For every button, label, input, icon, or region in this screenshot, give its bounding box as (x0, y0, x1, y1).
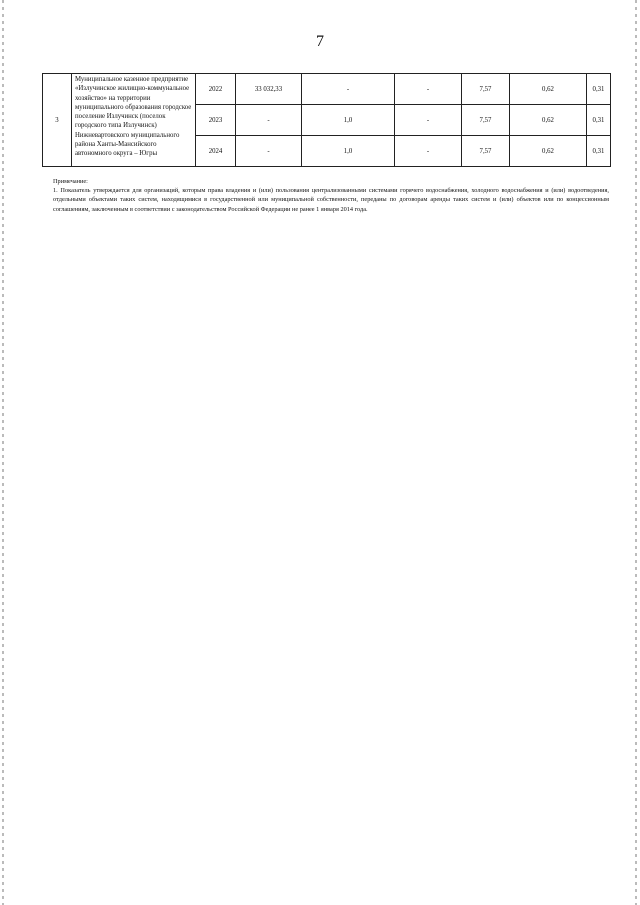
notes-section (53, 177, 609, 214)
year-cell: 2022 (196, 74, 236, 105)
year-cell: 2024 (196, 136, 236, 167)
value-cell: - (395, 74, 462, 105)
value-cell: 7,57 (462, 136, 510, 167)
value-cell: - (236, 105, 302, 136)
organization-cell: Муниципальное казенное предприятие «Излучинское жилищно-коммунальное хозяйство» на территории муниципального образования городское поселение Излучинск (поселок городского типа Излучинск) Нижневартовского муниципального района Ханты-Мансийского автономного округа – Югры (72, 74, 196, 167)
value-cell: 7,57 (462, 105, 510, 136)
table-row (43, 74, 611, 105)
value-cell: - (395, 105, 462, 136)
value-cell: 0,31 (587, 105, 611, 136)
notes-text: 1. Показатель утверждается для организаций, которым права владения и (или) пользования централизованными системами горячего водоснабжения, холодного водоснабжения и (или) водоотведения, отдельными объектами таких систем, находящимися в государственной или муниципальной собственности, переданы по договорам аренды таких систем и (или) объектов или по концессионным соглашениям, заключенным в соответствии с законодательством Российской Федерации не ранее 1 января 2014 года. (53, 187, 609, 213)
value-cell: 1,0 (302, 136, 395, 167)
value-cell: - (236, 136, 302, 167)
value-cell: - (395, 136, 462, 167)
scan-edge-left (2, 0, 4, 905)
value-cell: - (302, 74, 395, 105)
value-cell: 0,62 (510, 74, 587, 105)
value-cell: 0,31 (587, 74, 611, 105)
row-number-cell: 3 (43, 74, 72, 167)
notes-title: Примечание: (53, 178, 88, 185)
value-cell: 0,31 (587, 136, 611, 167)
value-cell: 7,57 (462, 74, 510, 105)
scan-edge-right (635, 0, 637, 905)
tariff-table (42, 73, 611, 167)
value-cell: 33 032,33 (236, 74, 302, 105)
page-number: 7 (316, 33, 324, 50)
year-cell: 2023 (196, 105, 236, 136)
value-cell: 0,62 (510, 136, 587, 167)
value-cell: 1,0 (302, 105, 395, 136)
value-cell: 0,62 (510, 105, 587, 136)
